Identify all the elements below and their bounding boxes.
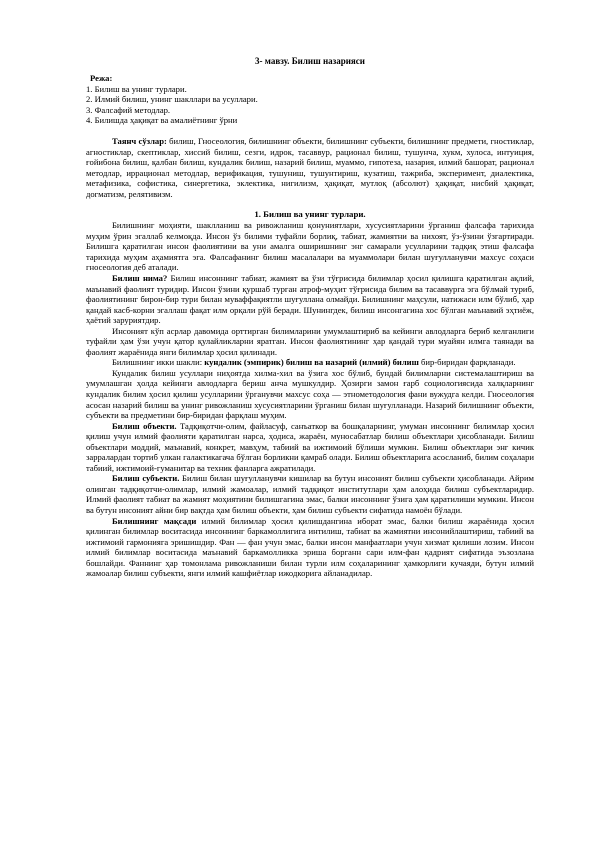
keywords-text: билиш, Гносеология, билишнинг объекти, билишнинг субъекти, билишнинг предмети, гностиклар, агностиклар, скептиклар, хиссий билиш, сезги, идрок, тасаввур, рационал билиш, тушунча, хукм, хулоса, интуиция, ғойибона билиш, қалбан билиш, кундалик билиш, назарий билиш, муаммо, гипотеза, назария, илмий башорат, рационал методлар, иррационал методлар, верификация, тушуниш, тушунтириш, кузатиш, тажриба, эксперимент, диалектика, метафизика, софистика, синергетика, эклектика, нигилизм, ҳақиқат, мутлоқ (абсолют) ҳақиқат, нисбий ҳақиқат, догматизм, релятивизм. — [86, 135, 534, 199]
paragraph-4-bold: кундалик (эмпирик) билиш ва назарий (илмий) билиш — [204, 357, 419, 368]
paragraph-4-post: бир-биридан фарқланади. — [418, 357, 516, 368]
plan-heading-text: Режа: — [90, 73, 113, 83]
spacer — [86, 199, 534, 209]
plan-item-4: 4. Билишда ҳақиқат ва амалиётнинг ўрни — [86, 115, 238, 126]
paragraph-6 — [86, 421, 534, 474]
paragraph-2-text: Билиш инсоннинг табиат, жамият ва ўзи тўғрисида билимлар ҳосил қилишга қаратилган ақлий, маънавий фаолият туридир. Инсон ўзини қуршаб турган атроф-муҳит тўғрисида билим ва тасаввурга эга бўлмай туриб, фаолиятининг бирон-бир тури билан муваффақиятли шуғуллана олмайди. Билишнинг маҳсули, натижаси илм бўлиб, ҳар қандай касб-корни эгаллаш фақат илм орқали рўй беради. Шунингдек, билиш инсонгагина хос бўлган маънавий эҳтиёж, ҳаётий заруриятдир. — [86, 272, 534, 326]
paragraph-6-text: Тадқиқотчи-олим, файласуф, санъаткор ва бошқаларнинг, умуман инсоннинг билимлар ҳосил қилиш учун илмий фаолияти қаратилган нарса, ҳодиса, жараён, муносабатлар билиш объектлари ҳисобланади. Билиш объектлари моддий, маънавий, конкрет, мавҳум, табиий ва ижтимоий бўлиши мумкин. Билиш объектлари энг кичик зарралардан тортиб улкан галактикагача бўлган борликни қамраб олади. Билиш объектларига асосланиб, билим соҳалари табиий, ижтимоий-гуманитар ва техник фанларга ажратилади. — [86, 420, 534, 473]
keywords-paragraph — [86, 136, 534, 199]
paragraph-7 — [86, 473, 534, 515]
paragraph-4-pre: Билишнинг икки шакли: — [112, 357, 205, 368]
plan-heading — [86, 73, 534, 84]
plan-item-2: 2. Илмий билиш, унинг шакллари ва усуллари. — [86, 94, 258, 105]
section-heading: 1. Билиш ва унинг турлари. — [254, 209, 366, 220]
paragraph-6-label: Билиш объекти. — [112, 420, 177, 431]
paragraph-8 — [86, 516, 534, 579]
spacer — [86, 126, 534, 136]
paragraph-7-text: Билиш билан шуғулланувчи кишилар ва бутун инсоният билиш субъекти ҳисобланади. Айрим олинган тадқиқотчи-олимлар, илмий жамоалар, илмий тадқиқот институтлари ҳам алоҳида билиш субъектларидир. Илмий фаолият табиат ва жамият моҳиятини билишгагина эмас, балки инсоннинг ўзига ҳам қаратилиши мумкин. Инсон ва бутун инсоният айни бир вақтда ҳам билиш объекти, ҳам билиш субъекти сифатида намоён бўлади. — [86, 473, 534, 516]
paragraph-3: Инсоният кўп асрлар давомида орттирган билимларини умумлаштириб ва кейинги авлодларга бериб келганлиги туфайли ҳам ўзи учун қатор қулайликларни яратган. Инсон фаолиятининг ҳар қандай тури муайян илмга таянади ва фаолият жараёнида янги билимлар ҳосил қилинади. — [86, 325, 534, 357]
plan-item-3: 3. Фалсафий методлар. — [86, 104, 171, 115]
plan-item-1: 1. Билиш ва унинг турлари. — [86, 83, 187, 94]
paragraph-1: Билишнинг моҳияти, шаклланиш ва ривожланиш қонуниятлари, хусусиятларини ўрганиш фалсафа тарихида муҳим ўрин эгаллаб келмоқда. Инсон ўз билими туфайли борлиқ, табиат, жамиятни ва нихоят, ўз-ўзини ўзгартиради. Билишга қаратилган инсон фаолиятини ва уни амалга оширишнинг энг самарали усулларини тадқиқ этиш фалсафа тарихида муҳим аҳамиятга эга. Фалсафанинг билиш масалалари ва муаммолари билан шуғулланувчи махсус соҳаси гносеология деб аталади. — [86, 220, 534, 273]
keywords-label: Таянч сўзлар: — [112, 135, 167, 146]
paragraph-2-label: Билиш нима? — [112, 272, 168, 283]
paragraph-7-label: Билиш субъекти. — [112, 473, 180, 484]
paragraph-8-text: илмий билимлар ҳосил қилишдангина иборат эмас, балки билиш жараёнида ҳосил қилинган билимлар воситасида инсоннинг баркамоллигига интилиш, табиат ва жамиятни инсонийлаштириш, табиий ва ижтимоий гармонияга эришишдир. Фан — фан учун эмас, балки инсон манфаатлари учун хизмат қилиши лозим. Инсон илмий билимлар воситасида маънавий баркамолликка эришa борганн сари илм-фан қадрият сифатида эъзозлана бошлайди. Фаннинг ҳар томонлама ривожланиши билан турли илм соҳаларининг ҳамкорлиги кучаяди, бутун илмий жамоалар билиш субъекти, янги илмий кашфиётлар ижодкорига айланадилар. — [86, 515, 535, 579]
paragraph-2 — [86, 273, 534, 326]
paragraph-5: Кундалик билиш усуллари ниҳоятда хилма-хил ва ўзига хос бўлиб, бундай билимларни системалаштириш ва умумлашган ҳолда кейинги авлодларга бериш анча мушкулдир. Ҳозирги замон ғарб социологиясида халқларнинг кундалик билим ҳосил қилиш усулларини ўрганувчи махсус соҳа — этнометодология фани вужудга келди. Гносеология асосан назарий билиш ва унинг ривожланиш хусусиятларини ўрганиш билан шуғулланади. Назарий билишнинг объекти, субъекти ва предметини бир-биридан фарқлаш муҳим. — [86, 367, 534, 421]
paragraph-4 — [86, 357, 534, 368]
page-title: 3- мавзу. Билиш назарияси — [255, 56, 365, 66]
paragraph-8-label: Билишнинг мақсади — [112, 515, 197, 526]
